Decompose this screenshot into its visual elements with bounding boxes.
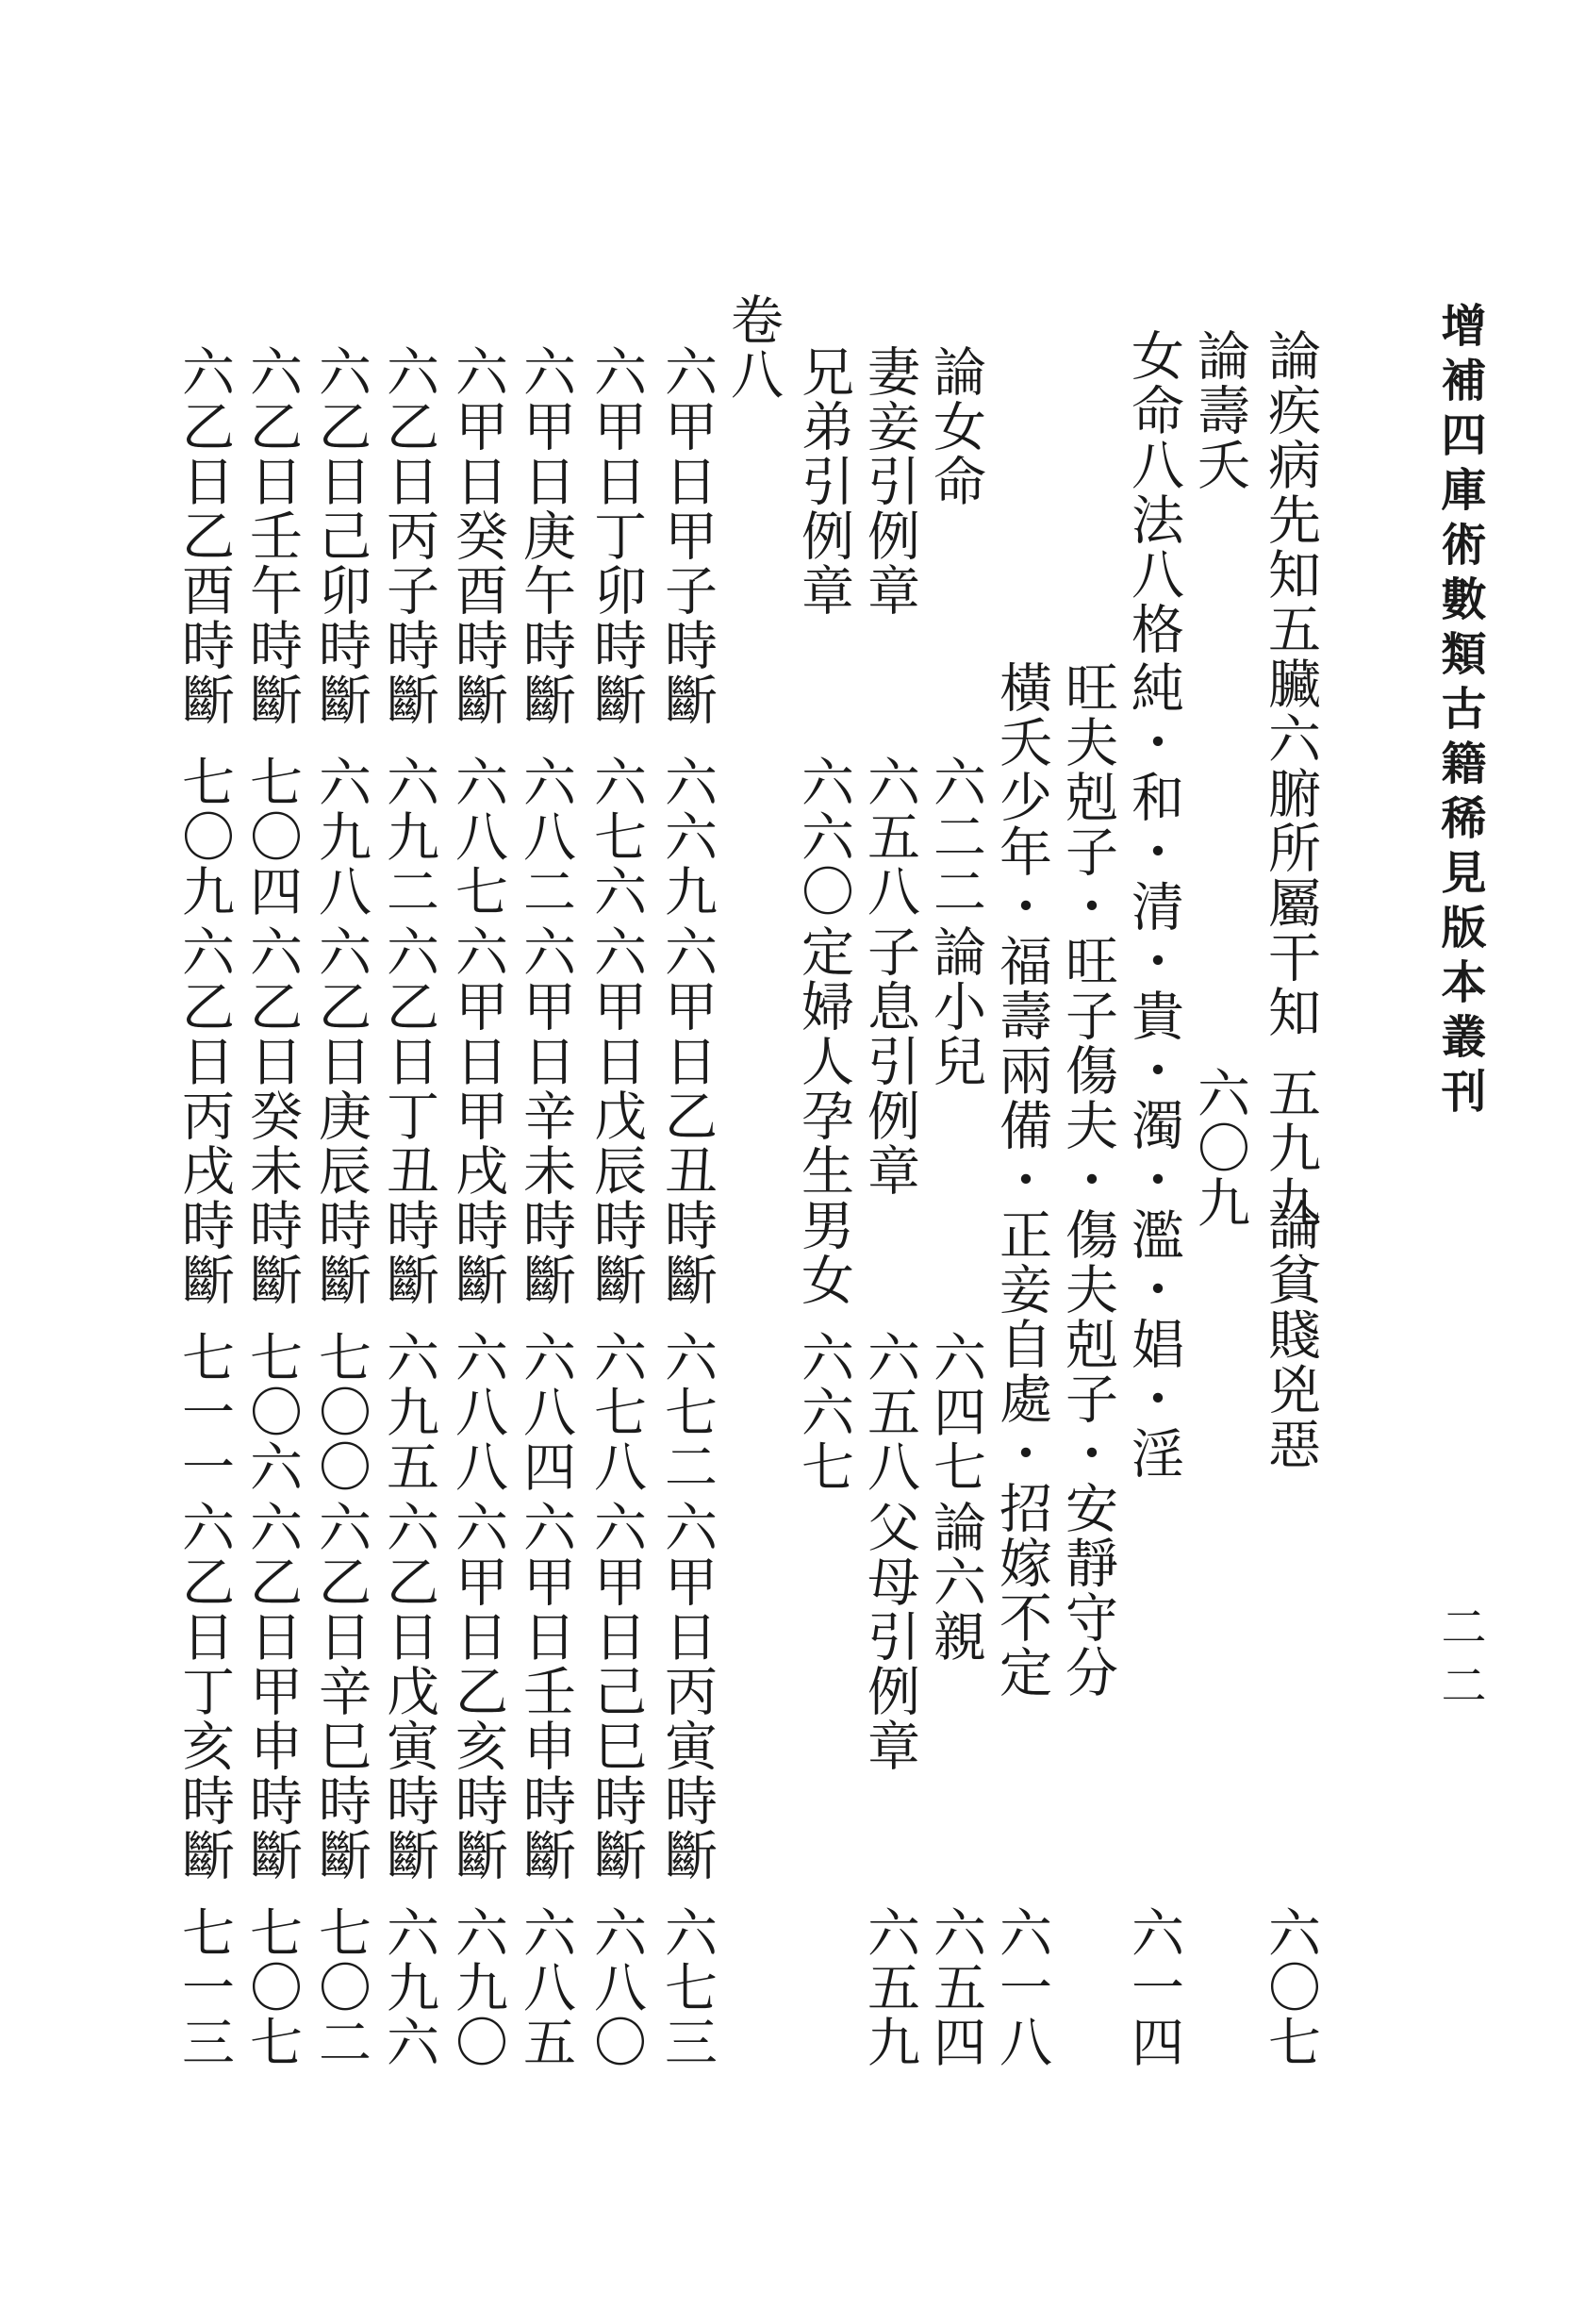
toc-title: 六乙日壬午時斷: [241, 344, 303, 727]
toc-title: 女命八法八格: [1123, 328, 1184, 656]
toc-page: 六四七: [925, 1330, 986, 1494]
toc-page: 七〇七: [241, 1905, 303, 2069]
toc-page: 六六〇: [793, 755, 854, 919]
toc-title: 六乙日丙戌時斷: [173, 924, 235, 1307]
toc-title: 論貧賤兇惡: [1260, 1198, 1321, 1471]
toc-page: 七〇四: [241, 755, 303, 919]
toc-subtitle: 純・和・清・貴・濁・濫・娼・淫: [1123, 660, 1184, 1481]
toc-title: 六甲日乙丑時斷: [656, 924, 718, 1307]
toc-title: 妻妾引例章: [859, 344, 920, 618]
toc-page: 六九二: [378, 755, 439, 919]
toc-title: 六乙日丁丑時斷: [378, 924, 439, 1307]
toc-page: 六八七: [447, 755, 508, 919]
toc-page: 七一三: [173, 1905, 235, 2069]
toc-title: 兄弟引例章: [793, 344, 854, 618]
toc-page: 六九六: [378, 1905, 439, 2069]
toc-page: 六五八: [859, 1330, 920, 1494]
toc-page: 六八八: [447, 1330, 508, 1494]
toc-page: 五九九: [1260, 1066, 1321, 1230]
toc-page: 六七二: [656, 1330, 718, 1494]
toc-page: 六八五: [515, 1905, 576, 2069]
toc-page: 六七六: [586, 755, 647, 919]
toc-title: 六乙日癸未時斷: [241, 924, 303, 1307]
toc-title: 六乙日丙子時斷: [378, 344, 439, 727]
toc-page: 六二二: [925, 755, 986, 919]
toc-page: 六九〇: [447, 1905, 508, 2069]
toc-title: 父母引例章: [859, 1500, 920, 1773]
toc-page: 六一八: [991, 1905, 1052, 2069]
toc-title: 論六親: [925, 1500, 986, 1664]
toc-page: 七〇〇: [310, 1330, 372, 1494]
toc-page: 六七八: [586, 1330, 647, 1494]
toc-title: 子息引例章: [859, 924, 920, 1198]
toc-title: 六甲日丙寅時斷: [656, 1500, 718, 1883]
toc-page: 六九五: [378, 1330, 439, 1494]
toc-title: 六甲日戊辰時斷: [586, 924, 647, 1307]
toc-page: 六八二: [515, 755, 576, 919]
toc-page: 七一一: [173, 1330, 235, 1494]
toc-page: 六六九: [656, 755, 718, 919]
running-header: 增補四庫術數類古籍稀見版本叢刊: [1433, 302, 1486, 1122]
chapter-heading: 卷八: [722, 292, 784, 402]
toc-title: 六甲日癸酉時斷: [447, 344, 508, 727]
toc-title: 六乙日己卯時斷: [310, 344, 372, 727]
toc-subtitle: 旺夫剋子・旺子傷夫・傷夫剋子・安靜守分: [1057, 660, 1118, 1700]
page-number: 二二: [1433, 1603, 1486, 1720]
toc-title: 論小兒: [925, 924, 986, 1088]
toc-page: 六八〇: [586, 1905, 647, 2069]
toc-title: 六乙日辛巳時斷: [310, 1500, 372, 1883]
toc-page: 六九八: [310, 755, 372, 919]
toc-page: 七〇九: [173, 755, 235, 919]
toc-title: 六甲日辛未時斷: [515, 924, 576, 1307]
toc-title: 定婦人孕生男女: [793, 924, 854, 1307]
toc-page: 六一四: [1123, 1905, 1184, 2069]
toc-page: 六〇九: [1189, 1066, 1250, 1230]
toc-page: 六五八: [859, 755, 920, 919]
toc-title: 論女命: [925, 344, 986, 508]
toc-title: 六甲日壬申時斷: [515, 1500, 576, 1883]
toc-title: 六甲日庚午時斷: [515, 344, 576, 727]
toc-page: 六八四: [515, 1330, 576, 1494]
toc-page: 六五九: [859, 1905, 920, 2069]
toc-page: 七〇二: [310, 1905, 372, 2069]
toc-title: 六乙日乙酉時斷: [173, 344, 235, 727]
toc-title: 六甲日甲子時斷: [656, 344, 718, 727]
toc-page: 六七三: [656, 1905, 718, 2069]
toc-title: 六甲日丁卯時斷: [586, 344, 647, 727]
toc-title: 六甲日己巳時斷: [586, 1500, 647, 1883]
toc-page: 六〇七: [1260, 1905, 1321, 2069]
toc-title: 六乙日庚辰時斷: [310, 924, 372, 1307]
toc-title: 六乙日戊寅時斷: [378, 1500, 439, 1883]
toc-title: 六乙日甲申時斷: [241, 1500, 303, 1883]
toc-page: 六五四: [925, 1905, 986, 2069]
toc-title: 論壽夭: [1189, 328, 1250, 492]
toc-title: 六甲日乙亥時斷: [447, 1500, 508, 1883]
toc-title: 六乙日丁亥時斷: [173, 1500, 235, 1883]
toc-page: 六六七: [793, 1330, 854, 1494]
toc-subtitle: 橫夭少年・福壽兩備・正妾自處・招嫁不定: [991, 660, 1052, 1700]
toc-title: 六甲日甲戌時斷: [447, 924, 508, 1307]
toc-title: 論疾病先知五臟六腑所屬干知: [1260, 328, 1321, 1039]
toc-page: 七〇六: [241, 1330, 303, 1494]
